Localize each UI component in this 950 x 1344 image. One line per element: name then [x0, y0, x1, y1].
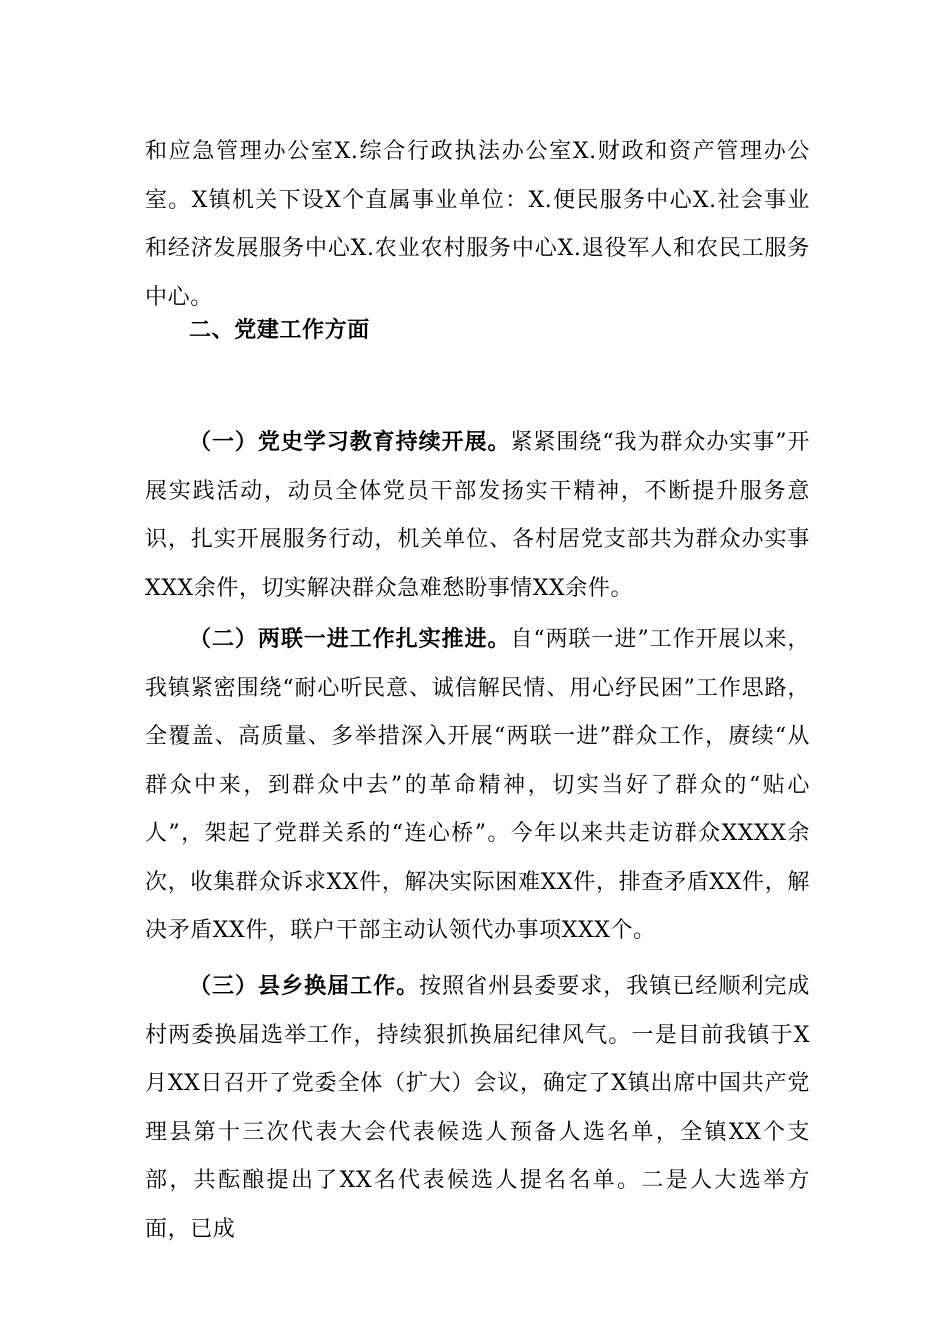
item-title-3: （三）县乡换届工作。	[189, 973, 420, 999]
item-paragraph-2	[145, 615, 810, 956]
item-title-1: （一）党史学习教育持续开展。	[189, 429, 511, 455]
item-paragraph-3	[145, 962, 810, 1254]
intro-paragraph-text: 和应急管理办公室X.综合行政执法办公室X.财政和资产管理办公室。X镇机关下设X个直属事业单位：X.便民服务中心X.社会事业和经济发展服务中心X.农业农村服务中心X.退役军人和农民工服务中心。	[145, 139, 810, 310]
item-title-2: （二）两联一进工作扎实推进。	[189, 626, 511, 652]
intro-paragraph	[145, 128, 810, 322]
item-paragraph-1	[145, 418, 810, 613]
item-body-2: 自“两联一进”工作开展以来，我镇紧密围绕“耐心听民意、诚信解民情、用心纾民困”工作思路，全覆盖、高质量、多举措深入开展“两联一进”群众工作，赓续“从群众中来，到群众中去”的革命精神，切实当好了群众的“贴心人”，架起了党群关系的“连心桥”。今年以来共走访群众XXXX余次，收集群众诉求XX件，解决实际困难XX件，排查矛盾XX件，解决矛盾XX件，联户干部主动认领代办事项XXX个。	[145, 627, 810, 943]
item-body-1: 紧紧围绕“我为群众办实事”开展实践活动，动员全体党员干部发扬实干精神，不断提升服务意识，扎实开展服务行动，机关单位、各村居党支部共为群众办实事XXX余件，切实解决群众急难愁盼事情XX余件。	[145, 430, 810, 601]
item-body-3: 按照省州县委要求，我镇已经顺利完成村两委换届选举工作，持续狠抓换届纪律风气。一是目前我镇于X月XX日召开了党委全体（扩大）会议，确定了X镇出席中国共产党理县第十三次代表大会代表候选人预备人选名单，全镇XX个支部，共酝酿提出了XX名代表候选人提名名单。二是人大选举方面，已成	[145, 974, 810, 1242]
section-heading: 二、党建工作方面	[189, 317, 370, 343]
